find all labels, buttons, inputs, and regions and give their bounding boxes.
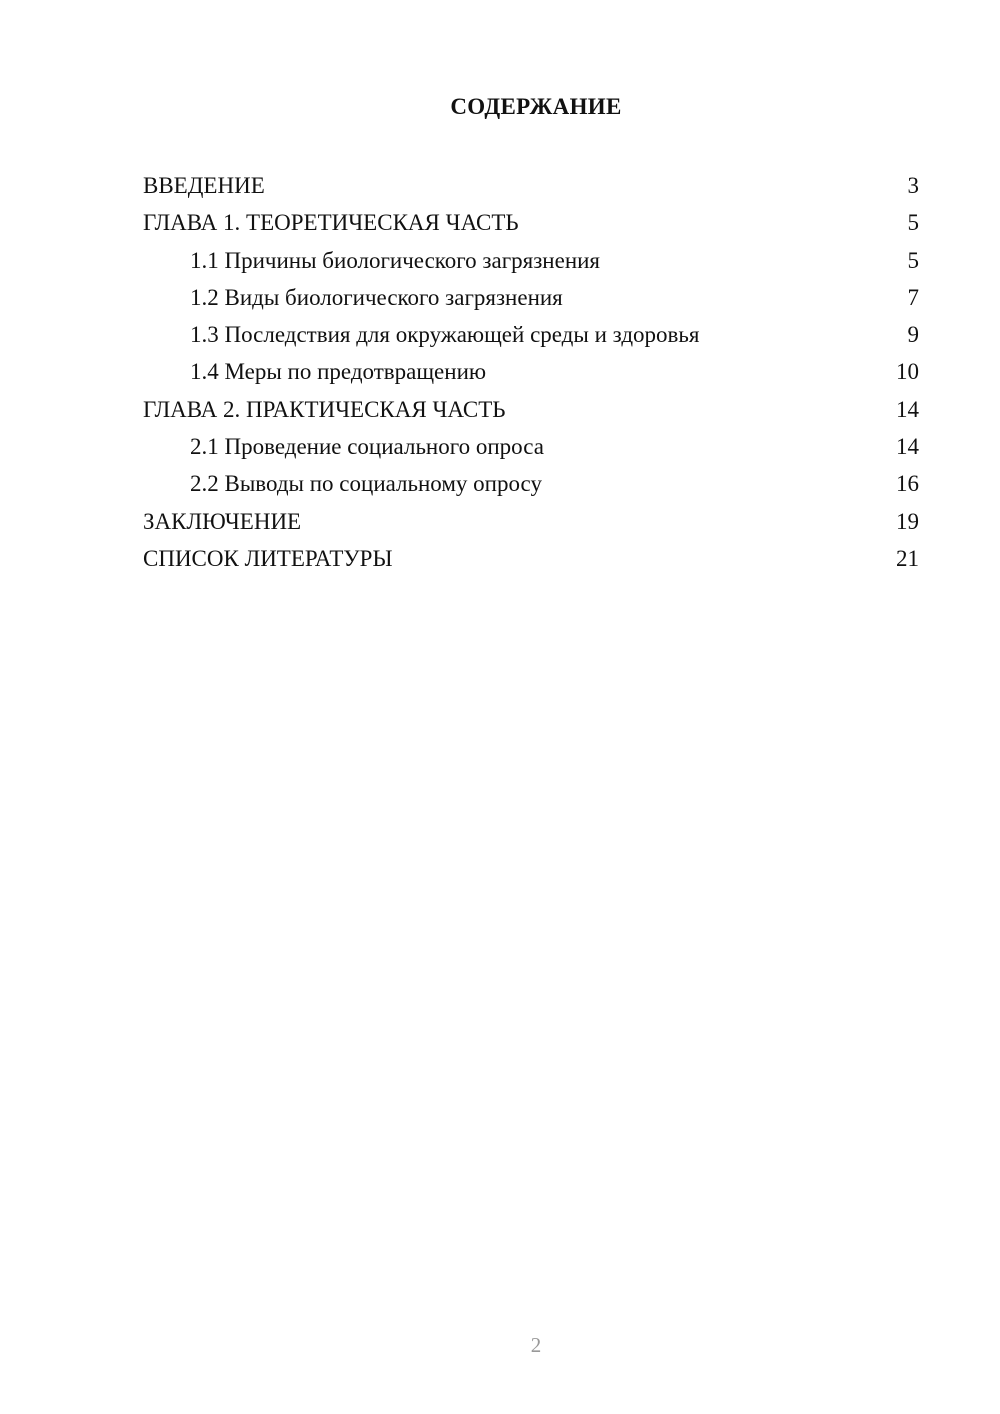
toc-item-page: 10 bbox=[896, 359, 919, 385]
toc-item-chapter-1 bbox=[143, 204, 919, 241]
toc-item-label: ВВЕДЕНИЕ bbox=[143, 173, 265, 198]
toc-item-page: 9 bbox=[907, 322, 919, 348]
toc-item-page: 21 bbox=[896, 545, 919, 571]
toc-item-references bbox=[143, 540, 919, 577]
toc-item-section-1-4 bbox=[143, 353, 919, 390]
toc-item-label: 1.2 Виды биологического загрязнения bbox=[190, 284, 563, 310]
toc-item-label: 2.1 Проведение социального опроса bbox=[190, 434, 544, 460]
toc-item-label: 1.3 Последствия для окружающей среды и здоровья bbox=[190, 322, 700, 348]
toc-item-label: 1.1 Причины биологического загрязнения bbox=[190, 247, 601, 273]
toc-item-section-1-3 bbox=[143, 316, 919, 353]
toc-item-conclusion bbox=[143, 503, 919, 540]
toc-item-page: 14 bbox=[896, 434, 919, 460]
toc-item-page: 16 bbox=[896, 471, 919, 497]
toc-item-section-1-2 bbox=[143, 279, 919, 316]
toc-item-label: 1.4 Меры по предотвращению bbox=[190, 359, 487, 385]
toc-item-label: ГЛАВА 1. ТЕОРЕТИЧЕСКАЯ ЧАСТЬ bbox=[143, 210, 519, 236]
toc-item-label: ГЛАВА 2. ПРАКТИЧЕСКАЯ ЧАСТЬ bbox=[143, 396, 506, 422]
page-title: СОДЕРЖАНИЕ bbox=[450, 94, 622, 119]
toc-item-label: ЗАКЛЮЧЕНИЕ bbox=[143, 508, 302, 534]
toc-item-label: СПИСОК ЛИТЕРАТУРЫ bbox=[143, 545, 393, 571]
toc-item-page: 3 bbox=[907, 173, 919, 198]
page-number: 2 bbox=[530, 1333, 542, 1357]
toc-item-section-1-1 bbox=[143, 242, 919, 279]
toc-item-section-2-1 bbox=[143, 428, 919, 465]
toc-item-page: 5 bbox=[907, 210, 919, 236]
toc-item-chapter-2 bbox=[143, 391, 919, 428]
toc-item-section-2-2 bbox=[143, 465, 919, 502]
toc-item-introduction bbox=[143, 167, 919, 204]
toc-item-page: 19 bbox=[896, 508, 919, 534]
toc-item-page: 14 bbox=[896, 396, 919, 422]
table-of-contents bbox=[143, 167, 919, 577]
toc-item-page: 5 bbox=[907, 247, 919, 273]
toc-item-page: 7 bbox=[907, 284, 919, 310]
toc-item-label: 2.2 Выводы по социальному опросу bbox=[190, 471, 542, 497]
